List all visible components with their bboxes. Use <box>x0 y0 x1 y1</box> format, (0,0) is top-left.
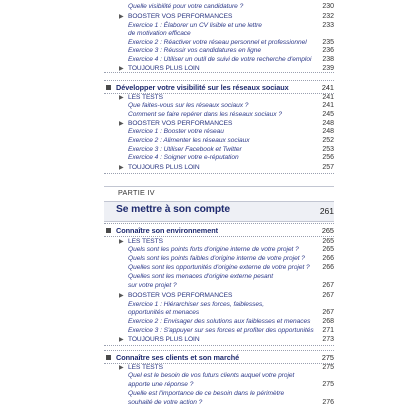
page-number: 235 <box>322 39 334 46</box>
entry-text <box>119 63 200 75</box>
page-number: 245 <box>322 111 334 118</box>
page-number: 239 <box>322 65 334 72</box>
divider <box>104 363 334 364</box>
entry-text: Exercice 1 : Hiérarchiser ses forces, faiblesses, <box>128 301 265 308</box>
entry-text: Exercice 1 : Booster votre réseau <box>128 128 224 135</box>
arrow-bullet-icon: ▶ <box>119 66 124 72</box>
divider <box>104 173 334 174</box>
section-label: BOOSTER VOS PERFORMANCES <box>128 120 233 127</box>
arrow-bullet-icon: ▶ <box>119 293 124 299</box>
section-label: TOUJOURS PLUS LOIN <box>128 65 200 72</box>
divider <box>104 201 334 202</box>
page-number: 276 <box>322 399 334 406</box>
part-title: Se mettre à son compte <box>116 204 230 215</box>
chapter-title: Connaître son environnement <box>116 226 219 235</box>
entry-text: Comment se faire repérer dans les réseaux sociaux ? <box>128 111 282 118</box>
divider <box>104 223 334 224</box>
section-entry <box>0 334 417 345</box>
divider <box>104 345 334 346</box>
entry-text: Quelle est l'importance de ce besoin dans le périmètre <box>128 390 285 397</box>
page-number: 275 <box>322 364 334 371</box>
entry-text: Quels sont les points faibles d'origine interne de votre projet ? <box>128 255 305 262</box>
page-number: 241 <box>322 94 334 101</box>
divider <box>104 350 334 351</box>
section-label: BOOSTER VOS PERFORMANCES <box>128 13 233 20</box>
arrow-bullet-icon: ▶ <box>119 239 124 245</box>
chapter-entry <box>0 225 417 236</box>
page-number: 252 <box>322 137 334 144</box>
page-number: 265 <box>322 238 334 245</box>
page-number: 265 <box>322 246 334 253</box>
section-label: LES TESTS <box>128 94 163 101</box>
arrow-bullet-icon: ▶ <box>119 95 124 101</box>
page-number: 267 <box>322 309 334 316</box>
square-bullet-icon <box>106 355 111 360</box>
entry-text: de motivation efficace <box>128 30 191 37</box>
entry-text: Quelles sont les opportunités d'origine externe de votre projet ? <box>128 264 310 271</box>
page-number: 275 <box>321 353 334 362</box>
page-number: 241 <box>321 83 334 92</box>
entry-text: Exercice 4 : Utiliser un outil de suivi de votre recherche d'emploi <box>128 56 312 63</box>
page-number: 266 <box>322 255 334 262</box>
arrow-bullet-icon: ▶ <box>119 121 124 127</box>
part-page-number: 261 <box>319 206 334 216</box>
divider <box>104 236 334 237</box>
page-number: 265 <box>321 226 334 235</box>
page-number: 232 <box>322 13 334 20</box>
square-bullet-icon <box>106 228 111 233</box>
page-number: 266 <box>322 264 334 271</box>
page-number: 268 <box>322 318 334 325</box>
section-entry <box>0 162 417 173</box>
section-label: BOOSTER VOS PERFORMANCES <box>128 292 233 299</box>
entry-text: Exercice 1 : Élaborer un CV lisible et une lettre <box>128 22 262 29</box>
page-number: 233 <box>322 22 334 29</box>
page-number: 256 <box>322 154 334 161</box>
page-number: 271 <box>322 327 334 334</box>
square-bullet-icon <box>106 85 111 90</box>
arrow-bullet-icon: ▶ <box>119 14 124 20</box>
page-number: 253 <box>322 146 334 153</box>
page-number: 236 <box>322 47 334 54</box>
page-number: 248 <box>322 128 334 135</box>
entry-text: Exercice 3 : S'appuyer sur ses forces et profiter des opportunités <box>128 327 314 334</box>
chapter-title: Développer votre visibilité sur les réseaux sociaux <box>116 83 289 92</box>
entry-text: Quels sont les points forts d'origine interne de votre projet ? <box>128 246 299 253</box>
entry-text: Exercice 3 : Utiliser Facebook et Twitter <box>128 146 242 153</box>
entry-text: sur votre projet ? <box>128 282 177 289</box>
arrow-bullet-icon: ▶ <box>119 165 124 171</box>
entry-text: Exercice 2 : Envisager des solutions aux faiblesses et menaces <box>128 318 311 325</box>
divider <box>104 221 334 222</box>
part-label: PARTIE IV <box>118 188 155 197</box>
section-label: TOUJOURS PLUS LOIN <box>128 336 200 343</box>
page-number: 230 <box>322 3 334 10</box>
section-label: LES TESTS <box>128 364 163 371</box>
page-number: 273 <box>322 336 334 343</box>
entry-text: Exercice 4 : Soigner votre e-réputation <box>128 154 239 161</box>
page-number: 267 <box>322 282 334 289</box>
entry-text: Exercice 2 : Réactiver votre réseau personnel et professionnel <box>128 39 307 46</box>
entry-text: opportunités et menaces <box>128 309 200 316</box>
section-label: TOUJOURS PLUS LOIN <box>128 164 200 171</box>
divider <box>104 72 334 73</box>
page-number: 275 <box>322 381 334 388</box>
chapter-title: Connaître ses clients et son marché <box>116 353 240 362</box>
page-number: 248 <box>322 120 334 127</box>
page-number: 238 <box>322 56 334 63</box>
section-label: LES TESTS <box>128 238 163 245</box>
page-number: 241 <box>322 102 334 109</box>
entry-text: apporte une réponse ? <box>128 381 194 388</box>
entry-text: Exercice 3 : Réussir vos candidatures en ligne <box>128 47 261 54</box>
entry-text: Quelle visibilité pour votre candidature ? <box>128 3 244 10</box>
divider <box>104 80 334 81</box>
entry-text: Quel est le besoin de vos futurs clients auquel votre projet <box>128 372 295 379</box>
page-number: 257 <box>322 164 334 171</box>
entry-text: souhaité de votre action ? <box>128 399 203 406</box>
entry-text: Quelles sont les menaces d'origine externe pesant <box>128 273 274 280</box>
arrow-bullet-icon: ▶ <box>119 337 124 343</box>
toc-entry <box>0 397 417 408</box>
entry-text: Exercice 2 : Alimenter les réseaux sociaux <box>128 137 250 144</box>
entry-text: Que faites-vous sur les réseaux sociaux ? <box>128 102 249 109</box>
divider <box>104 93 334 94</box>
page-number: 267 <box>322 292 334 299</box>
arrow-bullet-icon: ▶ <box>119 365 124 371</box>
divider <box>104 186 334 187</box>
